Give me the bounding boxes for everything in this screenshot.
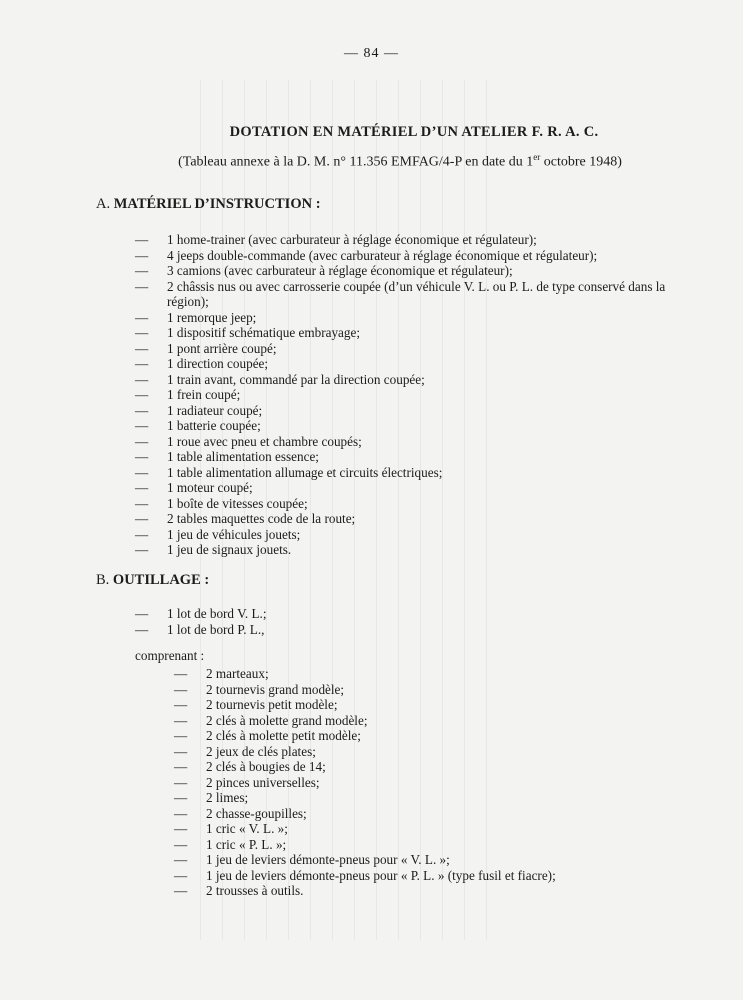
list-item-text: 3 camions (avec carburateur à réglage économique et régulateur); xyxy=(167,263,513,278)
list-dash: — xyxy=(174,681,188,697)
list-dash: — xyxy=(135,263,149,278)
list-item-text: 1 direction coupée; xyxy=(167,356,269,371)
list-item xyxy=(135,496,707,512)
list-item-text: 2 clés à molette grand modèle; xyxy=(206,712,368,728)
list-item-text: 1 remorque jeep; xyxy=(167,309,257,325)
list-dash: — xyxy=(174,852,188,867)
list-dash: — xyxy=(135,325,149,340)
list-item xyxy=(174,821,714,837)
list-item-text: 2 trousses à outils. xyxy=(206,883,304,898)
list-dash: — xyxy=(174,883,188,898)
list-item-text: 1 radiateur coupé; xyxy=(167,402,263,418)
list-dash: — xyxy=(135,621,149,637)
list-item xyxy=(174,744,714,760)
list-dash: — xyxy=(174,790,188,805)
list-item xyxy=(174,868,714,884)
subtitle-before: (Tableau annexe à la D. M. n° 11.356 EMFAG/4-P en date du 1 xyxy=(178,154,534,170)
list-item-text: 1 jeu de véhicules jouets; xyxy=(167,526,301,542)
list-item-text: 2 tournevis grand modèle; xyxy=(206,681,345,697)
section-b-lots-list xyxy=(135,606,707,637)
list-item-text: 1 table alimentation allumage et circuits électriques; xyxy=(167,464,443,480)
list-item-text: 1 cric « P. L. »; xyxy=(206,836,287,852)
list-item xyxy=(135,279,707,310)
list-item-text: 2 tournevis petit modèle; xyxy=(206,697,338,712)
list-dash: — xyxy=(174,743,188,759)
list-item-text: 2 limes; xyxy=(206,790,249,805)
list-dash: — xyxy=(135,387,149,402)
list-dash: — xyxy=(135,433,149,449)
list-item-text: 4 jeeps double-commande (avec carburateur à réglage économique et régulateur); xyxy=(167,247,598,263)
list-dash: — xyxy=(135,278,149,294)
list-dash: — xyxy=(174,697,188,712)
document-title: DOTATION EN MATÉRIEL D’UN ATELIER F. R. A. C. xyxy=(229,124,599,140)
list-dash: — xyxy=(174,836,188,852)
document-subtitle xyxy=(0,152,743,171)
list-item xyxy=(135,449,707,465)
list-item xyxy=(135,480,707,496)
list-item xyxy=(135,622,707,638)
list-dash: — xyxy=(135,309,149,325)
section-a-heading xyxy=(96,196,321,213)
list-item xyxy=(135,542,707,558)
list-item-text: 1 train avant, commandé par la direction coupée; xyxy=(167,371,425,387)
list-dash: — xyxy=(135,511,149,526)
list-item-text: 1 dispositif schématique embrayage; xyxy=(167,325,360,340)
list-item xyxy=(174,883,714,899)
list-item-text: 2 pinces universelles; xyxy=(206,774,320,790)
list-dash: — xyxy=(135,480,149,495)
list-item-text: 1 home-trainer (avec carburateur à réglage économique et régulateur); xyxy=(167,232,537,247)
list-dash: — xyxy=(135,247,149,263)
section-b-heading xyxy=(96,572,209,589)
list-item xyxy=(135,403,707,419)
list-item xyxy=(135,606,707,622)
list-item-text: 2 clés à molette petit modèle; xyxy=(206,728,361,743)
list-dash: — xyxy=(135,356,149,371)
subtitle-after: octobre 1948) xyxy=(540,154,622,170)
list-item xyxy=(135,341,707,357)
list-dash: — xyxy=(135,542,149,557)
list-item xyxy=(174,713,714,729)
list-item-text: 1 batterie coupée; xyxy=(167,418,261,433)
list-item xyxy=(135,387,707,403)
list-item xyxy=(174,697,714,713)
list-item-text: 2 tables maquettes code de la route; xyxy=(167,511,356,526)
list-item-text: 1 jeu de signaux jouets. xyxy=(167,542,292,557)
list-item-text: 1 jeu de leviers démonte-pneus pour « P. L. » (type fusil et fiacre); xyxy=(206,867,556,883)
list-dash: — xyxy=(174,774,188,790)
list-item xyxy=(174,682,714,698)
list-item xyxy=(174,666,714,682)
list-item xyxy=(174,759,714,775)
list-item xyxy=(174,852,714,868)
list-item-text: 2 jeux de clés plates; xyxy=(206,743,316,759)
page-number: — 84 — xyxy=(344,46,399,61)
list-dash: — xyxy=(174,805,188,821)
list-item-text: 1 lot de bord P. L., xyxy=(167,621,265,637)
list-item xyxy=(135,418,707,434)
list-item-text: 1 pont arrière coupé; xyxy=(167,340,277,356)
list-item xyxy=(135,248,707,264)
list-item-text: 2 marteaux; xyxy=(206,666,269,681)
section-a-list xyxy=(135,232,707,558)
list-dash: — xyxy=(174,867,188,883)
list-item-text: 1 cric « V. L. »; xyxy=(206,821,288,836)
list-item-text: 1 boîte de vitesses coupée; xyxy=(167,495,308,511)
list-item xyxy=(135,434,707,450)
section-b-title: OUTILLAGE : xyxy=(112,572,210,588)
list-dash: — xyxy=(135,402,149,418)
list-item-text: 2 châssis nus ou avec carrosserie coupée (d’un véhicule V. L. ou P. L. de type conservé dans la région); xyxy=(167,278,666,309)
list-item xyxy=(174,806,714,822)
list-dash: — xyxy=(135,232,149,247)
section-b-tools-list xyxy=(174,666,714,899)
list-dash: — xyxy=(135,464,149,480)
list-item xyxy=(135,527,707,543)
list-dash: — xyxy=(135,495,149,511)
list-item xyxy=(135,325,707,341)
list-item-text: 1 frein coupé; xyxy=(167,387,241,402)
list-item xyxy=(174,790,714,806)
list-dash: — xyxy=(135,449,149,464)
list-item xyxy=(174,728,714,744)
list-dash: — xyxy=(135,371,149,387)
list-item xyxy=(135,511,707,527)
list-item-text: 2 clés à bougies de 14; xyxy=(206,759,326,774)
section-a-letter: A. xyxy=(96,196,111,212)
list-dash: — xyxy=(174,728,188,743)
list-item-text: 1 roue avec pneu et chambre coupés; xyxy=(167,433,362,449)
list-item xyxy=(135,465,707,481)
list-item-text: 1 lot de bord V. L.; xyxy=(167,606,267,621)
list-dash: — xyxy=(135,418,149,433)
list-dash: — xyxy=(174,759,188,774)
list-item xyxy=(135,263,707,279)
list-dash: — xyxy=(174,821,188,836)
section-b-letter: B. xyxy=(96,572,110,588)
list-item xyxy=(135,232,707,248)
list-dash: — xyxy=(174,712,188,728)
list-item xyxy=(135,310,707,326)
list-item-text: 2 chasse-goupilles; xyxy=(206,805,307,821)
list-item xyxy=(174,775,714,791)
list-item xyxy=(174,837,714,853)
list-dash: — xyxy=(135,526,149,542)
list-item-text: 1 table alimentation essence; xyxy=(167,449,319,464)
comprenant-label: comprenant : xyxy=(135,648,205,663)
section-a-title: MATÉRIEL D’INSTRUCTION : xyxy=(113,196,321,212)
list-item xyxy=(135,356,707,372)
list-item-text: 1 moteur coupé; xyxy=(167,480,253,495)
list-item xyxy=(135,372,707,388)
list-dash: — xyxy=(135,606,149,621)
list-dash: — xyxy=(174,666,188,681)
subtitle-sup: er xyxy=(533,152,541,162)
list-dash: — xyxy=(135,340,149,356)
list-item-text: 1 jeu de leviers démonte-pneus pour « V. L. »; xyxy=(206,852,450,867)
